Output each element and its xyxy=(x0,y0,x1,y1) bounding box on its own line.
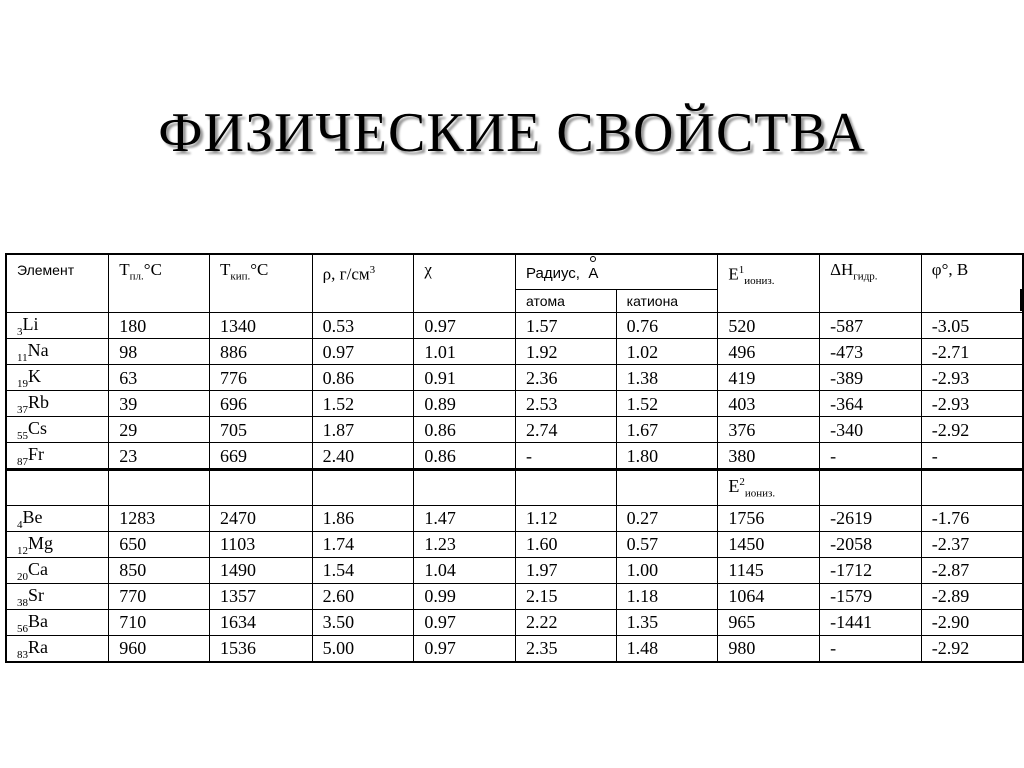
atomic-number: 56 xyxy=(17,622,28,635)
cell-radius-atom: 2.15 xyxy=(515,583,616,609)
cell-t-boil: 1103 xyxy=(209,531,312,557)
cell-t-melt: 710 xyxy=(109,609,210,635)
element-cell xyxy=(6,557,109,583)
cell-radius-cation: 1.80 xyxy=(616,443,718,470)
element-symbol: Ba xyxy=(28,610,48,631)
empty-cell xyxy=(109,470,210,506)
header-t-boil: $T_{кип.}^\circ С$ xyxy=(209,254,312,313)
cell-radius-cation: 1.35 xyxy=(616,609,718,635)
cell-e-ion: 403 xyxy=(718,391,820,417)
cell-density: 1.87 xyxy=(312,417,414,443)
element-cell xyxy=(6,339,109,365)
cell-phi: -2.93 xyxy=(921,391,1023,417)
cell-density: 1.54 xyxy=(312,557,414,583)
header-e-ion-2: $E^2_{иониз.}$ xyxy=(718,470,820,506)
element-symbol: Cs xyxy=(28,418,48,438)
cell-t-melt: 98 xyxy=(109,339,210,365)
table-row xyxy=(6,339,1023,365)
cell-t-melt: 1283 xyxy=(109,505,210,531)
cell-radius-cation: 0.57 xyxy=(616,531,718,557)
table-row xyxy=(6,443,1023,470)
cell-t-melt: 39 xyxy=(109,391,210,417)
header-row xyxy=(6,254,1023,290)
cell-t-melt: 850 xyxy=(109,557,210,583)
cell-dh-hydr: -473 xyxy=(820,339,922,365)
cell-phi: - xyxy=(921,443,1023,470)
element-cell xyxy=(6,313,109,339)
cell-radius-atom: 2.36 xyxy=(515,365,616,391)
element-symbol: Fr xyxy=(28,444,45,464)
cell-t-boil: 1490 xyxy=(209,557,312,583)
cell-phi: -2.90 xyxy=(921,609,1023,635)
cell-e-ion: 1064 xyxy=(718,583,820,609)
group2-header-row xyxy=(6,470,1023,506)
cell-radius-atom: 2.22 xyxy=(515,609,616,635)
header-element: Элемент xyxy=(6,254,109,313)
cell-t-melt: 770 xyxy=(109,583,210,609)
header-radius: Радиус, A xyxy=(515,254,717,290)
cell-radius-atom: 2.74 xyxy=(515,417,616,443)
cell-e-ion: 496 xyxy=(718,339,820,365)
cell-radius-atom: 1.57 xyxy=(515,313,616,339)
empty-cell xyxy=(820,470,922,506)
cell-chi: 1.23 xyxy=(414,531,516,557)
table-row xyxy=(6,531,1023,557)
atomic-number: 20 xyxy=(17,570,28,583)
cell-e-ion: 1145 xyxy=(718,557,820,583)
cell-chi: 0.97 xyxy=(414,635,516,662)
atomic-number: 37 xyxy=(17,404,28,416)
cell-dh-hydr: - xyxy=(820,443,922,470)
cell-density: 5.00 xyxy=(312,635,414,662)
element-cell xyxy=(6,609,109,635)
cell-t-boil: 1340 xyxy=(209,313,312,339)
header-radius-cation: катиона xyxy=(616,290,718,313)
cell-e-ion: 376 xyxy=(718,417,820,443)
cell-density: 3.50 xyxy=(312,609,414,635)
table-row xyxy=(6,313,1023,339)
element-cell xyxy=(6,391,109,417)
cell-t-boil: 1357 xyxy=(209,583,312,609)
cell-density: 2.40 xyxy=(312,443,414,470)
table-row xyxy=(6,583,1023,609)
header-t-melt: $T_{пл.}^\circ С$ xyxy=(109,254,210,313)
atomic-number: 12 xyxy=(17,544,28,557)
element-symbol: Be xyxy=(22,506,43,527)
cell-radius-atom: 2.53 xyxy=(515,391,616,417)
empty-cell xyxy=(312,470,414,506)
cell-radius-cation: 1.67 xyxy=(616,417,718,443)
header-radius-atom: атома xyxy=(515,290,616,313)
element-symbol: Ra xyxy=(28,636,48,657)
cell-dh-hydr: -340 xyxy=(820,417,922,443)
cell-e-ion: 419 xyxy=(718,365,820,391)
cell-chi: 0.97 xyxy=(414,313,516,339)
cell-t-melt: 650 xyxy=(109,531,210,557)
element-symbol: Na xyxy=(27,340,49,360)
header-dh-hydr: $\Delta H_{гидр.}$ xyxy=(820,254,922,313)
cell-dh-hydr: - xyxy=(820,635,922,662)
cell-radius-atom: 1.60 xyxy=(515,531,616,557)
cell-phi: -2.92 xyxy=(921,635,1023,662)
cell-radius-cation: 0.76 xyxy=(616,313,718,339)
cell-radius-cation: 1.00 xyxy=(616,557,718,583)
cell-t-boil: 1536 xyxy=(209,635,312,662)
atomic-number: 87 xyxy=(17,456,28,468)
cell-e-ion: 520 xyxy=(718,313,820,339)
cell-dh-hydr: -364 xyxy=(820,391,922,417)
element-symbol: Sr xyxy=(28,584,45,605)
table-row xyxy=(6,557,1023,583)
element-cell xyxy=(6,583,109,609)
element-symbol: Ca xyxy=(28,558,48,579)
header-e-ion: $E^1_{иониз.}$ xyxy=(718,254,820,313)
cell-t-boil: 705 xyxy=(209,417,312,443)
cell-t-boil: 776 xyxy=(209,365,312,391)
cell-density: 0.86 xyxy=(312,365,414,391)
cell-t-boil: 1634 xyxy=(209,609,312,635)
cell-radius-cation: 0.27 xyxy=(616,505,718,531)
element-cell xyxy=(6,635,109,662)
header-chi: χ xyxy=(414,254,516,313)
cell-phi: -2.92 xyxy=(921,417,1023,443)
element-symbol: Li xyxy=(22,314,39,334)
cell-phi: -2.87 xyxy=(921,557,1023,583)
cell-radius-atom: 1.97 xyxy=(515,557,616,583)
cell-e-ion: 1450 xyxy=(718,531,820,557)
cell-chi: 0.99 xyxy=(414,583,516,609)
cell-radius-cation: 1.52 xyxy=(616,391,718,417)
empty-cell xyxy=(515,470,616,506)
cell-density: 1.86 xyxy=(312,505,414,531)
cell-radius-cation: 1.18 xyxy=(616,583,718,609)
cell-t-boil: 669 xyxy=(209,443,312,470)
cell-phi: -2.71 xyxy=(921,339,1023,365)
header-density: ρ, $г/см^3$ xyxy=(312,254,414,313)
cell-dh-hydr: -1579 xyxy=(820,583,922,609)
atomic-number: 83 xyxy=(17,648,28,661)
properties-table xyxy=(5,253,1024,663)
cell-dh-hydr: -587 xyxy=(820,313,922,339)
atomic-number: 3 xyxy=(17,326,23,338)
cell-phi: -2.37 xyxy=(921,531,1023,557)
cell-chi: 0.91 xyxy=(414,365,516,391)
cell-t-melt: 23 xyxy=(109,443,210,470)
cell-dh-hydr: -1712 xyxy=(820,557,922,583)
element-cell xyxy=(6,417,109,443)
cell-e-ion: 980 xyxy=(718,635,820,662)
cell-phi: -1.76 xyxy=(921,505,1023,531)
cell-e-ion: 380 xyxy=(718,443,820,470)
element-cell xyxy=(6,443,109,470)
cell-density: 0.97 xyxy=(312,339,414,365)
table-row xyxy=(6,609,1023,635)
header-phi: φ°, В xyxy=(921,254,1023,313)
atomic-number: 4 xyxy=(17,518,23,531)
cell-phi: -2.89 xyxy=(921,583,1023,609)
cell-chi: 1.04 xyxy=(414,557,516,583)
cell-radius-atom: - xyxy=(515,443,616,470)
cell-chi: 1.47 xyxy=(414,505,516,531)
table-row xyxy=(6,635,1023,662)
cell-density: 0.53 xyxy=(312,313,414,339)
element-cell xyxy=(6,531,109,557)
element-symbol: Mg xyxy=(28,532,54,553)
cell-t-melt: 180 xyxy=(109,313,210,339)
atomic-number: 19 xyxy=(17,378,28,390)
cell-t-melt: 29 xyxy=(109,417,210,443)
cell-radius-cation: 1.48 xyxy=(616,635,718,662)
cell-chi: 0.86 xyxy=(414,417,516,443)
cell-radius-atom: 1.92 xyxy=(515,339,616,365)
cell-t-boil: 696 xyxy=(209,391,312,417)
page-title: ФИЗИЧЕСКИЕ СВОЙСТВА xyxy=(158,102,866,164)
empty-cell xyxy=(6,470,109,506)
table-row xyxy=(6,391,1023,417)
cell-chi: 0.86 xyxy=(414,443,516,470)
empty-cell xyxy=(616,470,718,506)
atomic-number: 11 xyxy=(17,352,28,364)
cell-density: 1.74 xyxy=(312,531,414,557)
cell-t-boil: 2470 xyxy=(209,505,312,531)
atomic-number: 55 xyxy=(17,430,28,442)
cell-dh-hydr: -2619 xyxy=(820,505,922,531)
atomic-number: 38 xyxy=(17,596,28,609)
cell-e-ion: 1756 xyxy=(718,505,820,531)
table-row xyxy=(6,365,1023,391)
cell-dh-hydr: -389 xyxy=(820,365,922,391)
element-symbol: Rb xyxy=(28,392,50,412)
cell-radius-atom: 2.35 xyxy=(515,635,616,662)
empty-cell xyxy=(209,470,312,506)
table-row xyxy=(6,505,1023,531)
element-cell xyxy=(6,505,109,531)
cell-phi: -2.93 xyxy=(921,365,1023,391)
element-cell xyxy=(6,365,109,391)
cell-radius-cation: 1.02 xyxy=(616,339,718,365)
cell-chi: 0.97 xyxy=(414,609,516,635)
cell-chi: 1.01 xyxy=(414,339,516,365)
cell-e-ion: 965 xyxy=(718,609,820,635)
cell-radius-atom: 1.12 xyxy=(515,505,616,531)
table-row xyxy=(6,417,1023,443)
cell-radius-cation: 1.38 xyxy=(616,365,718,391)
empty-cell xyxy=(414,470,516,506)
table-body xyxy=(6,254,1023,662)
cell-chi: 0.89 xyxy=(414,391,516,417)
cell-t-melt: 63 xyxy=(109,365,210,391)
empty-cell xyxy=(921,470,1023,506)
angstrom-symbol: A xyxy=(588,263,598,285)
cell-dh-hydr: -2058 xyxy=(820,531,922,557)
cell-t-boil: 886 xyxy=(209,339,312,365)
cell-dh-hydr: -1441 xyxy=(820,609,922,635)
cell-t-melt: 960 xyxy=(109,635,210,662)
cell-density: 1.52 xyxy=(312,391,414,417)
cell-phi: -3.05 xyxy=(921,313,1023,339)
cell-density: 2.60 xyxy=(312,583,414,609)
properties-table-wrap xyxy=(5,253,1024,663)
element-symbol: K xyxy=(28,366,41,386)
